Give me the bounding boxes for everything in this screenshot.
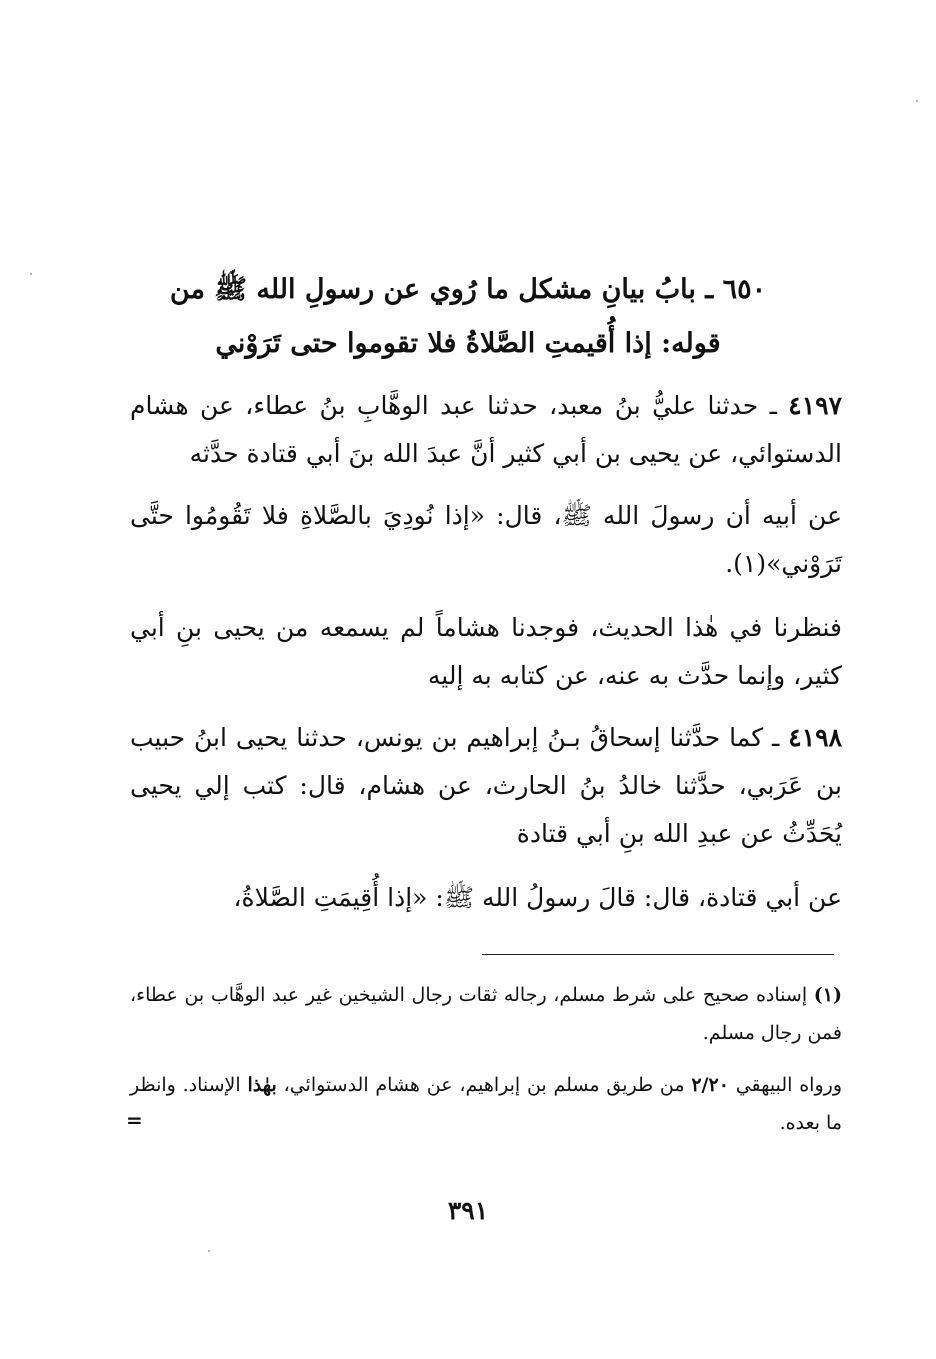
hadith-number: ٤١٩٨ [788,723,842,752]
footnote-emphasis: بهٰذا [247,1074,277,1096]
hadith-4198-matn: عن أبي قتادة، قال: قالَ رسولُ الله ﷺ: «إذا أُقِيمَتِ الصَّلاةُ، [233,883,842,912]
scan-speck [208,1250,210,1252]
footnote-text-part: ورواه البيهقي [728,1074,842,1096]
scan-speck [30,273,32,275]
footnote-2 [130,1066,842,1142]
footnote-reference: ٢/٢٠ [691,1074,729,1096]
page-number: ٣٩١ [447,1196,489,1225]
hadith-4197-isnad [130,382,842,478]
footnote-text-part: الإسناد. وانظر ما بعده. [130,1074,842,1134]
chapter-title-line-2: قوله: إذا أُقيمتِ الصَّلاةُ فلا تقوموا حتى تَرَوْني [215,328,721,359]
footnote-marker: (١) [813,984,842,1006]
footnote-text: إسناده صحيح على شرط مسلم، رجاله ثقات رجال الشيخين غير عبد الوهَّاب بن عطاء، فمن رجال مسلم. [130,984,842,1044]
hadith-number: ٤١٩٧ [788,391,842,420]
scan-speck [916,100,918,102]
hadith-4198-isnad [130,714,842,858]
footnote-text-part: من طريق مسلم بن إبراهيم، عن هشام الدستوائي، [276,1074,692,1096]
commentary-paragraph: فنظرنا في هٰذا الحديث، فوجدنا هشاماً لم يسمعه من يحيى بنِ أبي كثير، وإنما حدَّث به عنه، عن كتابه به إليه [130,613,842,690]
hadith-isnad-text: ـ حدثنا عليُّ بنُ معبد، حدثنا عبد الوهَّابِ بنُ عطاء، عن هشام الدستوائي، عن يحيى بن أبي كثير أنَّ عبدَ الله بنَ أبي قتادة حدَّثه [130,391,842,468]
continuation-mark: = [126,1108,143,1132]
hadith-isnad-text: ـ كما حدَّثنا إسحاقُ بـنُ إبراهيم بن يونس، حدثنا يحيى ابنُ حبيب بن عَرَبي، حدَّثنا خالدُ بنُ الحارث، عن هشام، قال: كتب إلي يحيى يُحَدِّثُ عن عبدِ الله بنِ أبي قتادة [130,723,842,848]
footnote-1 [130,976,842,1052]
chapter-title-line-1: ٦٥٠ ـ بابُ بيانِ مشكل ما رُوي عن رسولِ الله ﷺ من [169,274,767,305]
hadith-4197-matn: عن أبيه أن رسولَ الله ﷺ، قال: «إذا نُودِيَ بالصَّلاةِ فلا تَقُومُوا حتَّى تَرَوْني»(١). [130,501,842,578]
footnote-divider [482,954,834,955]
